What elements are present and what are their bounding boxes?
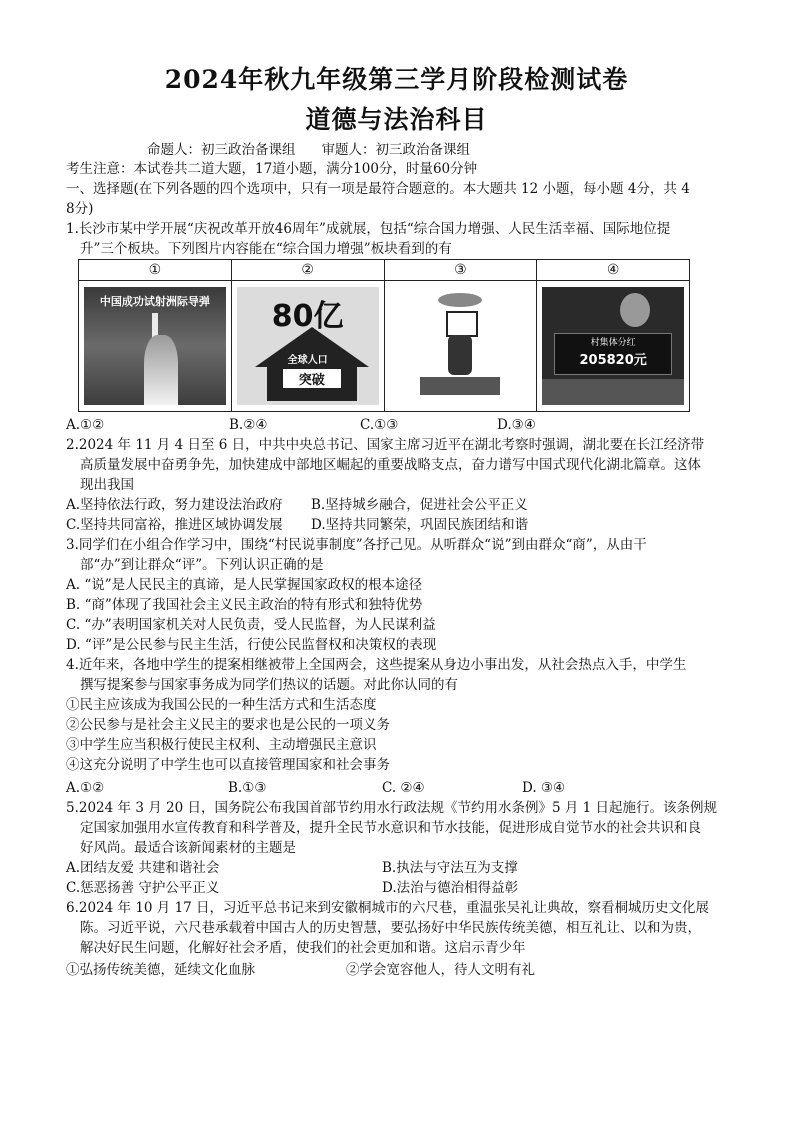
missile-launch-photo: [84, 287, 226, 405]
q4-item-2: ②公民参与是社会主义民主的要求也是公民的一项义务: [66, 717, 390, 733]
figure-body: [448, 335, 472, 375]
q3-stem-cont: 部“办”到让群众“评”。下列认识正确的是: [80, 557, 324, 573]
q3-option-b[interactable]: B. “商”体现了我国社会主义民主政治的特有形式和独特优势: [66, 597, 423, 613]
sign-shape: [446, 311, 478, 337]
q2-option-b[interactable]: B.坚持城乡融合，促进社会公平正义: [311, 497, 528, 513]
q1-stem-cont: 升”三个板块。下列图片内容能在“综合国力增强”板块看到的有: [80, 241, 452, 257]
pic-cell-1: [79, 281, 232, 412]
pic-cell-2: [231, 281, 384, 412]
q5-option-d[interactable]: D.法治与德治相得益彰: [382, 880, 519, 896]
crowd-shape: [542, 379, 684, 405]
pic-col-label: ③: [384, 260, 537, 281]
pic2-line2: 突破: [283, 369, 341, 388]
q4-item-3: ③中学生应当积极行使民主权利、主动增强民主意识: [66, 737, 377, 753]
q4-item-1: ①民主应该成为我国公民的一种生活方式和生活态度: [66, 697, 377, 713]
q1-option-b[interactable]: B.②④: [229, 417, 268, 433]
q6-item-2: ②学会宽容他人，待人文明有礼: [346, 962, 535, 978]
q5-option-a[interactable]: A.团结友爱 共建和谐社会: [66, 860, 220, 876]
q3-option-a[interactable]: A. “说”是人民民主的真谛，是人民掌握国家政权的根本途径: [66, 577, 423, 593]
exam-subject: 道德与法治科目: [305, 105, 488, 134]
q4-option-a[interactable]: A.①②: [66, 780, 105, 796]
q1-stem: 1.长沙市某中学开展“庆祝改革开放46周年”成就展，包括“综合国力增强、人民生活幸福、国际地位提: [66, 221, 671, 237]
dividend-photo: [542, 287, 684, 405]
person-head: [620, 293, 650, 327]
pic-cell-4: [537, 281, 690, 412]
pic4-line2: 205820元: [579, 353, 647, 368]
plate-shape: [438, 293, 482, 307]
smoke-plume: [144, 335, 178, 405]
q4-stem-cont: 撰写提案参与国家事务成为同学们热议的话题。对此你认同的有: [80, 677, 458, 693]
q5-stem-cont: 定国家加强用水宣传教育和科学普及，提升全民节水意识和节水技能，促进形成自觉节水的社会共识和良: [80, 820, 701, 836]
author-label: 命题人：初三政治备课组: [147, 142, 296, 158]
q5-option-c[interactable]: C.惩恶扬善 守护公平正义: [66, 880, 220, 896]
q2-option-d[interactable]: D.坚持共同繁荣，巩固民族团结和谐: [311, 517, 529, 533]
q1-option-d[interactable]: D.③④: [497, 417, 536, 433]
q1-option-a[interactable]: A.①②: [66, 417, 105, 433]
q3-option-d[interactable]: D. “评”是公民参与民主生活，行使公民监督权和决策权的表现: [66, 637, 437, 653]
q6-item-1: ①弘扬传统美德，延续文化血脉: [66, 962, 255, 978]
q1-picture-table: [78, 259, 690, 412]
q2-stem: 2.2024 年 11 月 4 日至 6 日，中共中央总书记、国家主席习近平在湖北考察时强调，湖北要在长江经济带: [66, 437, 705, 453]
exam-title: 2024年秋九年级第三学月阶段检测试卷: [164, 65, 629, 94]
q5-stem: 5.2024 年 3 月 20 日，国务院公布我国首部节约用水行政法规《节约用水条例》5 月 1 日起施行。该条例规: [66, 800, 718, 816]
q6-stem: 6.2024 年 10 月 17 日，习近平总书记来到安徽桐城市的六尺巷，重温张吴礼让典故，察看桐城历史文化展: [66, 900, 710, 916]
q3-option-c[interactable]: C. “办”表明国家机关对人民负责，受人民监督，为人民谋利益: [66, 617, 436, 633]
pic-col-label: ②: [231, 260, 384, 281]
q2-stem-cont: 高质量发展中奋勇争先，加快建成中部地区崛起的重要战略支点，奋力谱写中国式现代化湖北篇章。这体: [80, 457, 701, 473]
q5-option-b[interactable]: B.执法与守法互为支撑: [382, 860, 518, 876]
exam-notice: 考生注意：本试卷共二道大题，17道小题，满分100分，时量60分钟: [66, 161, 478, 177]
q4-option-d[interactable]: D. ③④: [522, 780, 566, 796]
section-heading-cont: 8分): [66, 201, 94, 217]
q4-option-c[interactable]: C. ②④: [382, 780, 425, 796]
pic-col-label: ④: [537, 260, 690, 281]
q4-stem: 4.近年来，各地中学生的提案相继被带上全国两会，这些提案从身边小事出发，从社会热点入手，中学生: [66, 657, 687, 673]
pic-cell-3: [384, 281, 537, 412]
q2-option-a[interactable]: A.坚持依法行政，努力建设法治政府: [66, 497, 283, 513]
pic2-line1: 全球人口: [287, 355, 328, 366]
pic2-number: 80亿: [271, 299, 344, 334]
q3-stem: 3.同学们在小组合作学习中，围绕“村民说事制度”各抒己见。从听群众“说”到由群众“商”，从由干: [66, 537, 647, 553]
q6-stem-cont: 陈。习近平说，六尺巷承载着中国古人的历史智慧，要弘扬好中华民族传统美德，相互礼让、以和为贵，: [80, 920, 701, 936]
pic-col-label: ①: [79, 260, 232, 281]
q6-stem-cont2: 解决好民生问题，化解好社会矛盾，使我们的社会更加和谐。这启示青少年: [80, 940, 526, 956]
figure-base: [420, 377, 500, 395]
section-heading: 一、选择题(在下列各题的四个选项中，只有一项是最符合题意的。本大题共 12 小题，每小题 4分，共 4: [66, 181, 690, 197]
q5-stem-cont2: 好风尚。最适合该新闻素材的主题是: [80, 840, 296, 856]
q4-option-b[interactable]: B.①③: [228, 780, 267, 796]
pic4-line1: 村集体分红: [590, 338, 636, 348]
population-poster: [237, 287, 379, 405]
q2-option-c[interactable]: C.坚持共同富裕，推进区域协调发展: [66, 517, 283, 533]
authors-line: [147, 138, 470, 158]
q4-item-4: ④这充分说明了中学生也可以直接管理国家和社会事务: [66, 757, 390, 773]
q2-stem-cont2: 现出我国: [80, 477, 134, 493]
cartoon-figure: [390, 287, 532, 405]
q1-option-c[interactable]: C.①③: [360, 417, 399, 433]
reviewer-label: 审题人：初三政治备课组: [321, 142, 470, 158]
pic1-caption: 中国成功试射洲际导弹: [99, 295, 210, 308]
